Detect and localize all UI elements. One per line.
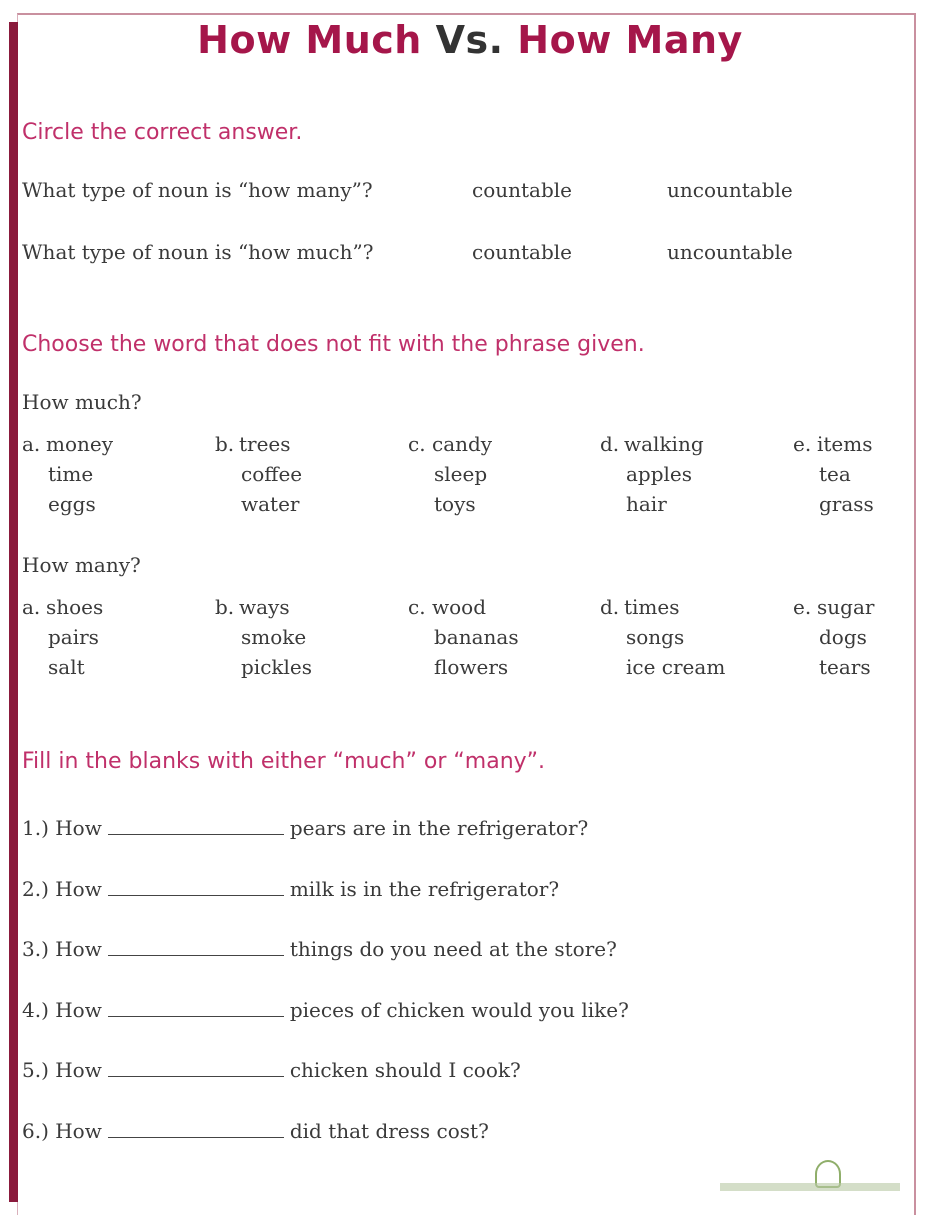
word-choice[interactable]: grass [819, 492, 874, 516]
fill-in-item [22, 1058, 521, 1082]
word-choice[interactable]: times [624, 595, 680, 619]
title-vs: Vs. [435, 18, 504, 62]
item-number: 6.) How [22, 1118, 102, 1143]
word-choice[interactable]: hair [626, 492, 667, 516]
word-choice[interactable]: pickles [241, 655, 313, 679]
option-letter: d. [600, 432, 620, 456]
option-letter: b. [215, 595, 235, 619]
answer-blank[interactable] [108, 1119, 284, 1138]
word-choice[interactable]: toys [434, 492, 476, 516]
option-letter: a. [22, 432, 41, 456]
word-choice[interactable]: dogs [819, 625, 867, 649]
word-choice[interactable]: shoes [46, 595, 104, 619]
answer-blank[interactable] [108, 816, 284, 835]
word-choice[interactable]: salt [48, 655, 85, 679]
word-choice[interactable]: wood [432, 595, 487, 619]
fill-in-item [22, 998, 629, 1022]
answer-option[interactable]: countable [472, 240, 572, 264]
word-choice[interactable]: pairs [48, 625, 99, 649]
option-letter: e. [793, 432, 812, 456]
word-choice[interactable]: eggs [48, 492, 96, 516]
fill-in-item [22, 1119, 489, 1143]
question-text: What type of noun is “how much”? [22, 240, 374, 264]
word-choice[interactable]: sleep [434, 462, 488, 486]
item-text: milk is in the refrigerator? [289, 876, 560, 901]
word-choice[interactable]: sugar [817, 595, 875, 619]
section3-heading: Fill in the blanks with either “much” or “many”. [22, 749, 546, 774]
answer-blank[interactable] [108, 877, 284, 896]
answer-option[interactable]: countable [472, 178, 572, 202]
word-choice[interactable]: money [46, 432, 114, 456]
left-accent-bar [9, 22, 18, 1202]
option-letter: c. [408, 432, 426, 456]
option-letter: e. [793, 595, 812, 619]
word-choice[interactable]: tears [819, 655, 871, 679]
section2-heading: Choose the word that does not fit with the phrase given. [22, 332, 645, 357]
item-number: 1.) How [22, 816, 102, 840]
answer-blank[interactable] [108, 937, 284, 956]
worksheet-title [0, 18, 940, 62]
word-choice[interactable]: water [241, 492, 300, 516]
word-choice[interactable]: songs [626, 625, 685, 649]
answer-option[interactable]: uncountable [667, 178, 793, 202]
item-text: chicken should I cook? [289, 1058, 521, 1082]
item-text: did that dress cost? [289, 1118, 489, 1143]
fill-in-item [22, 816, 588, 840]
word-choice[interactable]: tea [819, 462, 851, 486]
publisher-logo-text [720, 1183, 900, 1191]
item-number: 5.) How [22, 1058, 102, 1082]
word-choice[interactable]: apples [626, 462, 693, 486]
word-choice[interactable]: flowers [434, 655, 509, 679]
word-choice[interactable]: smoke [241, 625, 307, 649]
section1-heading: Circle the correct answer. [22, 120, 303, 145]
item-text: pears are in the refrigerator? [289, 816, 589, 840]
answer-blank[interactable] [108, 998, 284, 1017]
word-choice[interactable]: bananas [434, 625, 519, 649]
fill-in-item [22, 877, 559, 901]
item-number: 3.) How [22, 937, 102, 961]
option-letter: d. [600, 595, 620, 619]
title-how-many: How Many [517, 18, 743, 62]
word-choice[interactable]: trees [239, 432, 291, 456]
word-choice[interactable]: candy [432, 432, 493, 456]
item-number: 2.) How [22, 876, 102, 901]
title-how-much: How Much [197, 18, 422, 62]
item-text: pieces of chicken would you like? [289, 997, 629, 1022]
item-text: things do you need at the store? [289, 937, 617, 961]
answer-blank[interactable] [108, 1058, 284, 1077]
word-choice[interactable]: ways [239, 595, 290, 619]
word-choice[interactable]: walking [624, 432, 704, 456]
word-choice[interactable]: ice cream [626, 655, 726, 679]
item-number: 4.) How [22, 997, 102, 1022]
answer-option[interactable]: uncountable [667, 240, 793, 264]
group-label: How much? [22, 390, 142, 414]
word-choice[interactable]: coffee [241, 462, 303, 486]
option-letter: b. [215, 432, 235, 456]
group-label: How many? [22, 553, 141, 577]
option-letter: a. [22, 595, 41, 619]
fill-in-item [22, 937, 617, 961]
word-choice[interactable]: time [48, 462, 94, 486]
question-text: What type of noun is “how many”? [22, 178, 373, 202]
word-choice[interactable]: items [817, 432, 873, 456]
option-letter: c. [408, 595, 426, 619]
